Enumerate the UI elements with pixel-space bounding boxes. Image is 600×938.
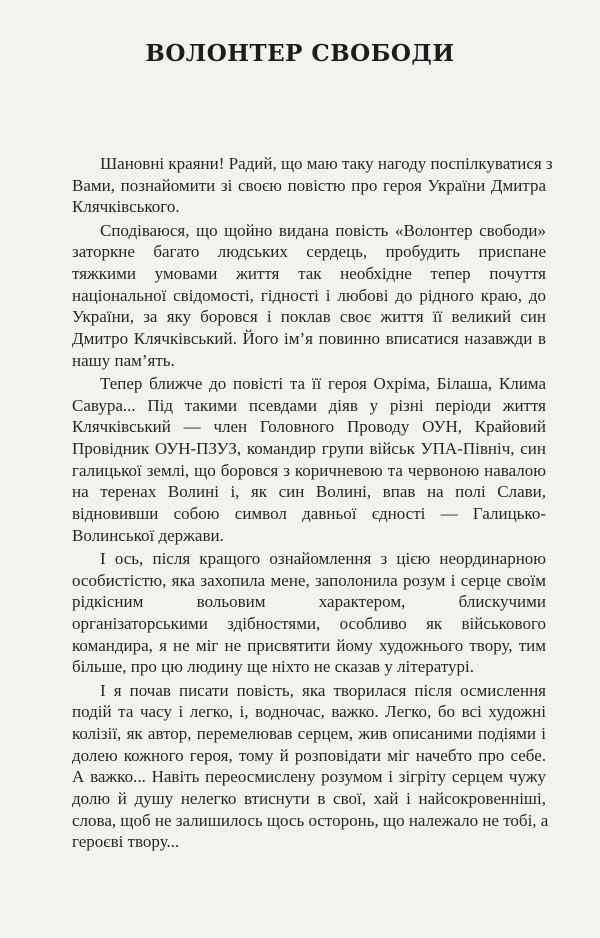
text-line: нашу пам’ять. (72, 350, 175, 370)
text-line: колізії, як автор, перемелював серцем, жив описаними подіями і (72, 723, 546, 743)
paragraph (72, 680, 549, 854)
text-line: відновивши собою символ давньої єдності — Галицько- (72, 504, 546, 523)
text-line: долю й душу нелегко втиснути в свої, хай і найсокровенніші, (72, 788, 546, 808)
text-line: слова, щоб не залишилось щось осторонь, що належало не тобі, а (72, 810, 549, 830)
text-line: Шановні краяни! Радий, що маю таку нагоду поспілкуватися з (100, 154, 553, 173)
text-line: І я почав писати повість, яка творилася після осмислення (100, 680, 546, 700)
text-line: тяжкими умовами життя так необхідне тепер почуття (72, 263, 546, 283)
paragraph (72, 548, 546, 678)
text-line: заторкне багато людських сердець, пробудить приспане (72, 242, 546, 262)
paragraph (72, 220, 546, 372)
text-line: на теренах Волині і, як син Волині, впав на полі Слави, (72, 482, 546, 502)
text-line: Клячківського. (72, 197, 180, 217)
text-line: Дмитро Клячківський. Його ім’я повинно вписатися назавжди в (72, 329, 546, 348)
text-line: І ось, після кращого ознайомлення з цією неординарною (100, 548, 546, 568)
page-title: ВОЛОНТЕР СВОБОДИ (145, 40, 455, 67)
text-line: Тепер ближче до повісті та її героя Охріма, Білаша, Клима (100, 373, 546, 393)
paragraph (72, 153, 553, 218)
text-line: Савура... Під такими псевдами діяв у різні періоди життя (72, 395, 546, 415)
text-line: Клячківський — член Головного Проводу ОУН, Крайовий (72, 417, 546, 437)
text-line: національної свідомості, гідності і любові до рідного краю, до (72, 285, 546, 305)
text-line: командира, я не міг не присвятити йому художнього твору, тим (72, 635, 546, 655)
text-line: організаторськими здібностями, особливо як військового (72, 613, 546, 633)
text-line: подій та часу і легко, і, водночас, важко. Легко, бо всі художні (72, 702, 546, 722)
text-line: галицької землі, що боровся з коричневою та червоною навалою (72, 460, 546, 480)
text-line: Волинської держави. (72, 525, 224, 545)
text-line: А важко... Навіть переосмислену розумом і зігріту серцем чужу (72, 767, 546, 787)
document-body (72, 153, 553, 855)
text-line: рідкісним вольовим характером, блискучими (72, 592, 546, 612)
text-line: Сподіваюся, що щойно видана повість «Волонтер свободи» (100, 220, 546, 240)
text-line: Вами, познайомити зі своєю повістю про героя України Дмитра (72, 175, 546, 195)
paragraph (72, 373, 546, 547)
text-line: героєві твору... (72, 832, 180, 852)
text-line: долею кожного героя, тому й розповідати міг начебто про себе. (72, 745, 546, 765)
text-line: більше, про цю людину ще ніхто не сказав у літературі. (72, 657, 475, 677)
text-line: Провідник ОУН-ПЗУЗ, командир групи військ УПА-Північ, син (72, 438, 546, 458)
text-line: України, за яку боровся і поклав своє життя її великий син (72, 307, 546, 327)
text-line: особистістю, яка захопила мене, заполонила розум і серце своїм (72, 570, 546, 590)
